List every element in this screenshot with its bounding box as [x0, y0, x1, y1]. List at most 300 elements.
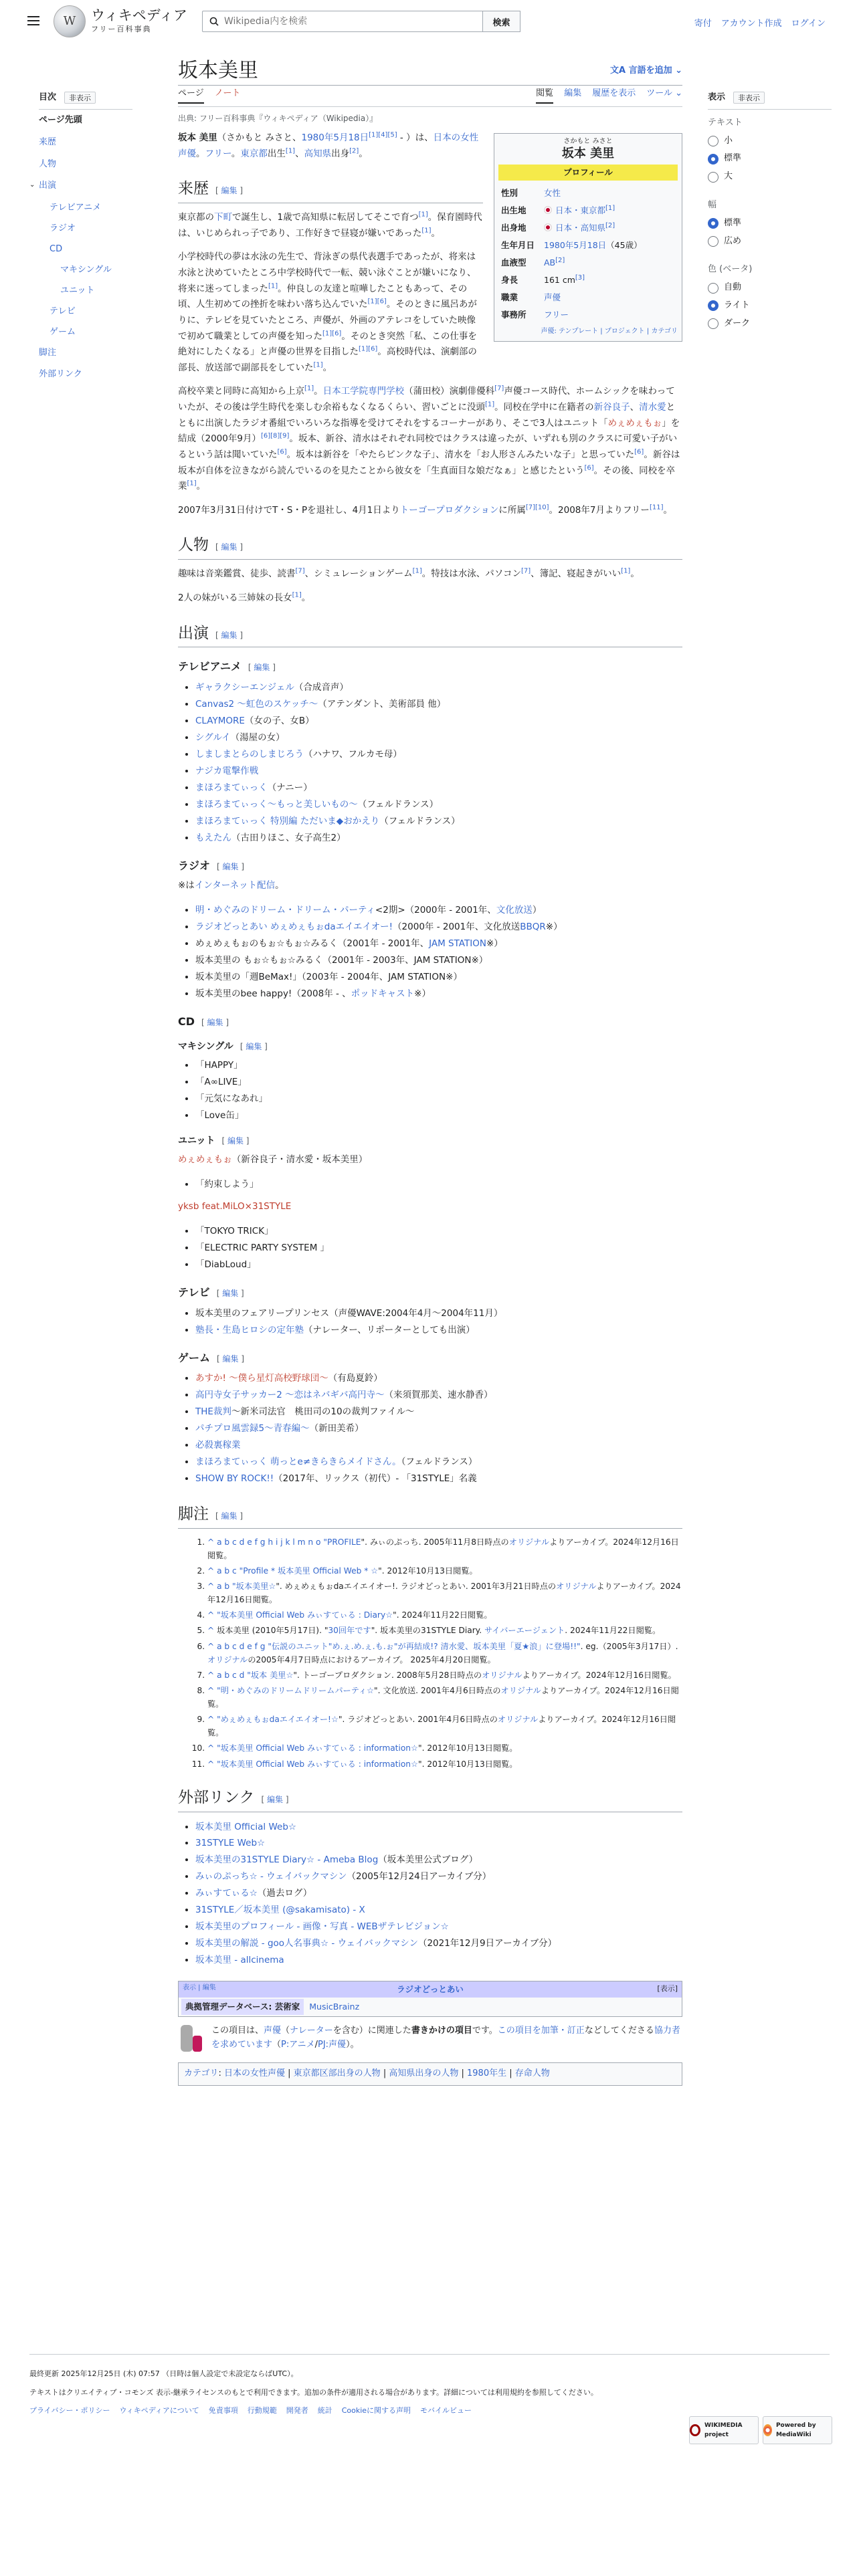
- text: の2005年4月7日時点におけるアーカイブ。 2025年4月20日閲覧。: [248, 1654, 496, 1665]
- donate-link[interactable]: 寄付: [694, 19, 712, 29]
- text: ". 文化放送. 2001年4月6日時点の: [374, 1685, 501, 1695]
- inline-link[interactable]: AB: [544, 257, 556, 267]
- inline-link[interactable]: パチプロ風雲録5〜青春編〜: [195, 1423, 310, 1434]
- radio-icon: [708, 172, 719, 183]
- edit-link[interactable]: 編集: [207, 1017, 223, 1027]
- inline-link[interactable]: 存命人物: [514, 2068, 550, 2079]
- inline-link[interactable]: 新谷良子: [593, 402, 630, 413]
- inline-link[interactable]: しましまとらのしまじろう: [195, 748, 304, 760]
- text: 高校卒業と同時に高知から上京: [178, 386, 304, 397]
- redlink[interactable]: ぇめぇもぉ: [616, 417, 662, 429]
- inline-link[interactable]: この項目を加筆・訂正: [497, 2026, 585, 2036]
- edit-section-link[interactable]: [ 編集 ]: [215, 542, 244, 552]
- footer-link[interactable]: Cookieに関する声明: [341, 2406, 411, 2416]
- tab-read[interactable]: 閲覧: [536, 87, 553, 104]
- inline-link[interactable]: ^: [207, 1715, 215, 1725]
- inline-link[interactable]: まほろまてぃっく 萌っとe≠きらきらメイドさん。: [195, 1456, 401, 1467]
- inline-link[interactable]: BBQR: [520, 921, 546, 932]
- inline-link[interactable]: "伝説のユニット"め.ぇ.め.ぇ.も.ぉ"が再結成!? 清水愛、坂本美里「夏★浪」に登場!!": [265, 1641, 581, 1651]
- citation-link[interactable]: [1]: [292, 591, 302, 599]
- citation-link[interactable]: [11]: [649, 504, 664, 512]
- inline-link[interactable]: 高円寺女子サッカー2 〜恋はネバギバ高円寺〜: [195, 1390, 385, 1401]
- edit-section-link[interactable]: [ 編集 ]: [215, 186, 244, 196]
- citation: [304, 385, 314, 393]
- chevron-down-icon[interactable]: ⌄: [29, 181, 35, 189]
- inline-link[interactable]: トーゴープロダクション: [399, 504, 499, 516]
- inline-link[interactable]: 高知県出身の人物: [389, 2068, 459, 2079]
- text: （ハナワ、フルカモ母）: [304, 748, 402, 760]
- inline-link[interactable]: オリジナル: [497, 1715, 539, 1725]
- text: 。仲良しの友達と喧嘩したこともあって、その頃、人生初めての挫折を味わい落ち込んでいた: [178, 283, 468, 310]
- text: 。: [196, 148, 205, 159]
- text-size-standard[interactable]: [708, 152, 832, 166]
- edit-link[interactable]: 編集: [221, 186, 237, 196]
- footer-link[interactable]: 開発者: [286, 2406, 308, 2416]
- toc-link[interactable]: 来歴: [39, 136, 57, 147]
- page-title: 坂本美里: [178, 56, 682, 86]
- main-menu-button[interactable]: [24, 12, 43, 29]
- text: 。: [275, 880, 284, 891]
- navbox-header: [179, 1981, 682, 1998]
- list-item: [195, 713, 682, 730]
- inline-link[interactable]: 塾長・生島ヒロシの定年塾: [195, 1324, 304, 1335]
- japan-flag-icon: [544, 206, 552, 214]
- infobox-template-links[interactable]: 声優: テンプレート | プロジェクト | カテゴリ: [541, 327, 678, 335]
- toc-item[interactable]: [29, 181, 132, 192]
- inline-link[interactable]: ポッドキャスト: [351, 988, 415, 999]
- navbox-view-edit[interactable]: 表示 | 編集: [183, 1984, 216, 1992]
- inline-link[interactable]: "PROFILE: [320, 1537, 361, 1547]
- edit-link[interactable]: 編集: [254, 663, 270, 673]
- citation-link[interactable]: [6][8][9]: [260, 432, 290, 440]
- wikimedia-badge[interactable]: [689, 2416, 759, 2444]
- inline-link[interactable]: 東京都区部出身の人物: [293, 2068, 381, 2079]
- subsection-title: ゲーム: [178, 1351, 211, 1364]
- inline-link[interactable]: ^ a b c d e f g: [207, 1641, 266, 1651]
- toc-link[interactable]: 脚注: [39, 347, 57, 358]
- inline-link[interactable]: シグルイ: [195, 732, 231, 743]
- navbox-title[interactable]: ラジオどっとあい: [397, 1984, 464, 1995]
- inline-link[interactable]: THE裁判: [195, 1406, 231, 1418]
- inline-link[interactable]: ギャラクシーエンジェル: [195, 681, 294, 693]
- toc-link[interactable]: ユニット: [60, 285, 95, 296]
- text: などしてくださる: [584, 2026, 654, 2036]
- login-link[interactable]: ログイン: [791, 19, 826, 29]
- citation-link[interactable]: [1][6]: [367, 298, 387, 306]
- edit-section-link[interactable]: [ 編集 ]: [217, 1354, 245, 1364]
- citation-link[interactable]: [1]: [418, 211, 428, 219]
- infobox-row: [498, 219, 678, 237]
- tab-history[interactable]: 履歴を表示: [592, 88, 636, 99]
- mediawiki-badge[interactable]: [763, 2416, 832, 2444]
- inline-link[interactable]: "坂本美里 Official Web みぃすてぃる : information☆: [214, 1743, 418, 1753]
- text: （蒲田校）演劇俳優科: [404, 386, 495, 397]
- edit-section-link[interactable]: [ 編集 ]: [216, 1289, 244, 1299]
- list-item: [207, 1741, 682, 1755]
- text: ". ラジオどっとあい. 2001年4月6日時点の: [338, 1715, 498, 1725]
- inline-link[interactable]: "坂本 美里☆: [244, 1670, 294, 1680]
- citation-link[interactable]: [7]: [295, 567, 305, 575]
- citation: [575, 274, 585, 281]
- inline-link[interactable]: 31STYLE／坂本美里 (@sakamisato) - X: [195, 1905, 365, 1916]
- edit-link[interactable]: 編集: [221, 630, 237, 640]
- edit-section-link[interactable]: [ 編集 ]: [217, 861, 245, 871]
- inline-link[interactable]: ^: [207, 1743, 215, 1753]
- citation-link[interactable]: [2]: [555, 256, 565, 264]
- section-title: 人物: [178, 536, 209, 554]
- list-item: [195, 1387, 682, 1404]
- citation-link[interactable]: [1]: [304, 385, 314, 393]
- inline-link[interactable]: 日本の女性声優: [178, 132, 479, 159]
- toc-link[interactable]: 出演: [39, 181, 57, 191]
- width-standard[interactable]: [708, 217, 832, 231]
- redlink[interactable]: め: [607, 417, 617, 429]
- inline-link[interactable]: 日本・高知県: [555, 222, 606, 233]
- list-item: [195, 1471, 682, 1487]
- list-item: [195, 936, 682, 952]
- color-dark[interactable]: [708, 317, 832, 331]
- inline-link[interactable]: ^ a b: [207, 1582, 230, 1592]
- text: （合成音声）: [294, 681, 349, 693]
- citation-link[interactable]: [1]: [285, 147, 296, 155]
- list-item: [195, 969, 682, 986]
- inline-link[interactable]: 声優: [264, 2026, 282, 2036]
- citation-link[interactable]: [1]: [412, 567, 422, 575]
- infobox-value: [541, 185, 678, 202]
- text: 。: [630, 568, 640, 580]
- list-item: [207, 1580, 682, 1606]
- inline-link[interactable]: ラジオどっとあい めぇめぇもぉdaエイエイオー!: [195, 921, 393, 932]
- citation-link[interactable]: [1]: [187, 479, 197, 488]
- edit-link[interactable]: 編集: [227, 1136, 244, 1146]
- inline-link[interactable]: 1980年5月18日: [544, 239, 607, 250]
- create-account-link[interactable]: アカウント作成: [721, 19, 782, 29]
- footer-link[interactable]: ウィキペディアについて: [119, 2406, 199, 2416]
- footer-link[interactable]: モバイルビュー: [420, 2406, 472, 2416]
- citation: [421, 227, 431, 234]
- edit-link[interactable]: 編集: [221, 542, 237, 552]
- appearance-hide-button[interactable]: 非表示: [733, 92, 765, 104]
- text: 161 cm: [544, 274, 575, 285]
- citation-link[interactable]: [6]: [584, 464, 594, 472]
- list-item: [195, 1835, 682, 1852]
- text-size-large[interactable]: [708, 170, 832, 184]
- citation-link[interactable]: [7]: [494, 385, 504, 393]
- inline-link[interactable]: オリジナル: [207, 1654, 248, 1665]
- edit-section-link[interactable]: [ 編集 ]: [215, 630, 244, 640]
- edit-section-link[interactable]: [ 編集 ]: [248, 663, 276, 673]
- toc-link[interactable]: CD: [50, 244, 63, 255]
- option-label: 自動: [724, 282, 742, 293]
- inline-link[interactable]: フリー: [544, 309, 569, 320]
- citation-link[interactable]: [2]: [605, 221, 615, 229]
- edit-link[interactable]: 編集: [267, 1794, 284, 1804]
- citation-link[interactable]: [6]: [277, 448, 287, 456]
- text: （新田美希）: [309, 1423, 364, 1434]
- unit2-list: [195, 1223, 682, 1273]
- citation-link[interactable]: [7][10]: [525, 504, 549, 512]
- inline-link[interactable]: 坂本美里の31STYLE Diary☆ - Ameba Blog: [195, 1854, 379, 1866]
- edit-link[interactable]: 編集: [221, 1511, 237, 1521]
- tab-tools[interactable]: [646, 87, 682, 104]
- inline-link[interactable]: "Profile * 坂本美里 Official Web * ☆: [236, 1566, 379, 1576]
- search-input[interactable]: [224, 16, 470, 27]
- inline-link[interactable]: PJ:声優: [318, 2040, 347, 2050]
- inline-link[interactable]: 明・めぐみのドリーム・ドリーム・パーティ: [195, 904, 375, 916]
- citation-link[interactable]: [6]: [634, 448, 644, 456]
- inline-link[interactable]: ^ a b c d: [207, 1670, 245, 1680]
- toc-item[interactable]: [39, 203, 132, 214]
- text: を含む）に関連した: [332, 2026, 411, 2036]
- toc-item[interactable]: [39, 223, 132, 235]
- inline-link[interactable]: まほろまてぃっく 特別編 ただいま◆おかえり: [195, 815, 380, 827]
- subsection-maxi: [178, 1039, 682, 1054]
- edit-link[interactable]: 編集: [222, 1354, 239, 1364]
- option-label: ライト: [724, 300, 750, 310]
- search-icon: [209, 17, 219, 26]
- inline-link[interactable]: CLAYMORE: [195, 715, 245, 726]
- citation-link[interactable]: [7]: [521, 567, 531, 575]
- text: 。: [231, 148, 241, 159]
- toc-item[interactable]: [39, 115, 132, 126]
- width-wide[interactable]: [708, 235, 832, 249]
- edit-link[interactable]: 編集: [222, 1289, 239, 1299]
- toc-link[interactable]: マキシングル: [60, 265, 112, 276]
- citation-link[interactable]: [3]: [575, 274, 585, 282]
- toc-item[interactable]: [39, 327, 132, 338]
- inline-link[interactable]: JAM STATION: [429, 938, 486, 949]
- toc-item[interactable]: [39, 159, 132, 171]
- search-button[interactable]: 検索: [483, 11, 520, 32]
- inline-link[interactable]: オリジナル: [508, 1537, 550, 1547]
- inline-link[interactable]: "坂本美里 Official Web みぃすてぃる : information☆: [214, 1759, 418, 1769]
- citation-link[interactable]: [1]: [268, 282, 278, 290]
- inline-link[interactable]: "坂本美里 Official Web みぃすてぃる : Diary☆: [214, 1610, 393, 1620]
- citation: [187, 480, 197, 488]
- inline-link[interactable]: 日本工学院専門学校: [322, 386, 405, 397]
- footer-link[interactable]: 行動規範: [247, 2406, 277, 2416]
- list-item: [195, 1902, 682, 1919]
- tab-talk[interactable]: ノート: [214, 88, 241, 99]
- list-item: [195, 1305, 682, 1322]
- inline-link[interactable]: 日本の女性声優: [224, 2068, 286, 2079]
- inline-link[interactable]: オリジナル: [482, 1670, 522, 1680]
- inline-link[interactable]: 坂本美里の解説 - goo人名事典☆ - ウェイバックマシン: [195, 1938, 418, 1949]
- inline-link[interactable]: みぃすてぃる☆: [195, 1888, 258, 1899]
- toc-item[interactable]: [39, 137, 132, 148]
- inline-link[interactable]: ^: [207, 1626, 215, 1636]
- toc-link[interactable]: 人物: [39, 158, 57, 169]
- inline-link[interactable]: "坂本美里☆: [229, 1582, 276, 1592]
- navbox-toggle[interactable]: [表示]: [657, 1984, 678, 1994]
- citation-link[interactable]: [1]: [605, 204, 615, 212]
- unit1-name-link[interactable]: めぇめぇもぉ: [178, 1154, 232, 1165]
- toc-link[interactable]: ラジオ: [50, 223, 76, 234]
- toc-link[interactable]: ゲーム: [50, 326, 76, 337]
- inline-link[interactable]: Canvas2 〜虹色のスケッチ〜: [195, 698, 318, 710]
- inline-link[interactable]: みぃのぷっち☆ - ウェイバックマシン: [195, 1871, 347, 1883]
- inline-link[interactable]: 坂本美里 Official Web☆: [195, 1821, 296, 1832]
- text-size-small[interactable]: [708, 134, 832, 148]
- inline-link[interactable]: もえたん: [195, 832, 231, 843]
- inline-link[interactable]: P:アニメ: [281, 2040, 315, 2050]
- list-item: • 「HAPPY」: [195, 1057, 682, 1074]
- list-item: [207, 1640, 682, 1667]
- text: |: [380, 2068, 389, 2079]
- inline-link[interactable]: 必殺裏稼業: [195, 1440, 241, 1451]
- inline-link[interactable]: 声優: [544, 292, 561, 302]
- list-item: [195, 1370, 682, 1387]
- tab-page[interactable]: ページ: [178, 87, 204, 104]
- stub-voice-actor-icon: [178, 2024, 205, 2053]
- inline-link[interactable]: 高知県: [304, 148, 332, 159]
- citation: [359, 346, 377, 353]
- radio-icon: [708, 318, 719, 329]
- list-item: [195, 813, 682, 830]
- inline-link[interactable]: サイバーエージェント: [484, 1626, 565, 1636]
- text: ※は: [178, 880, 195, 891]
- edit-section-link[interactable]: [ 編集 ]: [201, 1017, 229, 1027]
- citation-link[interactable]: [1][4][5]: [369, 131, 397, 139]
- unit2-name-link[interactable]: yksb feat.MiLO×31STYLE: [178, 1201, 292, 1212]
- footer-link[interactable]: プライバシー・ポリシー: [29, 2406, 110, 2416]
- inline-link[interactable]: ナジカ電撃作戦: [195, 765, 259, 776]
- infobox-row: [498, 185, 678, 202]
- toc-link[interactable]: 外部リンク: [39, 369, 82, 380]
- musicbrainz-link[interactable]: MusicBrainz: [309, 2002, 360, 2012]
- inline-link[interactable]: インターネット配信: [194, 880, 276, 891]
- site-logo[interactable]: [54, 5, 187, 37]
- inline-link[interactable]: フリー: [205, 148, 231, 159]
- toc-link[interactable]: テレビアニメ: [50, 203, 102, 213]
- anime-list: [195, 679, 682, 847]
- text: （さかもと みさと、: [217, 132, 302, 144]
- page-footer: [29, 2354, 830, 2438]
- toc-item[interactable]: [39, 348, 132, 359]
- text: ". みぃのぷっち. 2005年11月8日時点の: [361, 1537, 509, 1547]
- inline-link[interactable]: まほろまてぃっく〜もっと美しいもの〜: [195, 798, 358, 810]
- footer-link[interactable]: 統計: [317, 2406, 332, 2416]
- footer-link[interactable]: 免責事項: [208, 2406, 238, 2416]
- inline-link[interactable]: 30回年です: [328, 1626, 371, 1636]
- edit-link[interactable]: 編集: [222, 861, 239, 871]
- inline-link[interactable]: 31STYLE Web☆: [195, 1838, 266, 1849]
- citation-link[interactable]: [2]: [349, 147, 359, 155]
- citation-link[interactable]: [1]: [313, 361, 323, 369]
- text: ". 2012年10月13日閲覧。: [417, 1759, 518, 1769]
- toc-item[interactable]: [39, 286, 132, 297]
- citation-link[interactable]: [1]: [421, 227, 432, 235]
- color-auto[interactable]: [708, 281, 832, 295]
- tab-edit[interactable]: 編集: [564, 88, 582, 99]
- radio-note: [178, 878, 682, 894]
- add-language-button[interactable]: [610, 64, 682, 78]
- toc-link[interactable]: ページ先頭: [39, 114, 82, 125]
- list-item: [195, 1437, 682, 1454]
- citation-link[interactable]: [1][6]: [359, 345, 378, 353]
- toc-item[interactable]: [39, 369, 132, 381]
- inline-link[interactable]: 日本・東京都: [555, 205, 606, 215]
- inline-link[interactable]: まほろまてぃっく: [195, 782, 268, 793]
- subsection-radio: [178, 857, 682, 875]
- inline-link[interactable]: 女性: [544, 187, 561, 198]
- toc-item[interactable]: [39, 265, 132, 276]
- toc-item[interactable]: [39, 306, 132, 318]
- citation: [585, 464, 594, 471]
- edit-section-link[interactable]: [ 編集 ]: [215, 1511, 244, 1521]
- text: 。新谷は坂本が自体を泣きながら読んでいるのを見たことから彼女を「生真面目な娘だなぁ」と感じたという: [178, 449, 680, 476]
- inline-link[interactable]: 東京都: [240, 148, 268, 159]
- toc-link[interactable]: テレビ: [50, 306, 76, 316]
- text: 。: [431, 227, 441, 239]
- text: 小学校時代の夢は水泳の先生で、背泳ぎの県代表選手であったが、将来は水泳と決めていたところ中学校時代で一転、競い泳ぐことが嫌いになり、将来に迷ってしまった: [178, 251, 476, 294]
- inline-link[interactable]: "明・めぐみのドリームドリームパーティ☆: [214, 1685, 375, 1695]
- subsection-unit: [178, 1134, 682, 1148]
- citation: [634, 448, 644, 455]
- subsection-title: テレビアニメ: [178, 660, 242, 673]
- inline-link[interactable]: カテゴリ: [184, 2068, 219, 2079]
- inline-link[interactable]: "めぇめぇもぉdaエイエイオー!☆: [214, 1715, 339, 1725]
- toc-item[interactable]: [39, 244, 132, 255]
- citation-link[interactable]: [1]: [485, 401, 495, 409]
- infobox-ruby: さかもと みさと: [563, 138, 613, 146]
- text: |: [285, 2068, 294, 2079]
- list-item: [195, 1935, 682, 1952]
- inline-link[interactable]: 清水愛: [639, 402, 666, 413]
- inline-link[interactable]: ^: [207, 1685, 215, 1695]
- inline-link[interactable]: ナレーター: [290, 2026, 333, 2036]
- citation-link[interactable]: [1]: [621, 567, 631, 575]
- text: （フェルドランス）: [357, 798, 439, 810]
- inline-link[interactable]: ^ a b c: [207, 1566, 237, 1576]
- inline-link[interactable]: 文化放送: [496, 904, 533, 916]
- text: :: [218, 2068, 224, 2079]
- unit1-list: [195, 1176, 682, 1193]
- inline-link[interactable]: ^: [207, 1759, 215, 1769]
- text: 。坂本、新谷、清水はそれぞれ同校ではクラスは違ったが、いずれも別のクラスに可愛い子がいるという話は聞いていた: [178, 433, 678, 460]
- toc-hide-button[interactable]: 非表示: [64, 92, 96, 104]
- text: |: [458, 2068, 468, 2079]
- inline-link[interactable]: ^ a b c d e f g h i j k l m n o: [207, 1537, 321, 1547]
- inline-link[interactable]: SHOW BY ROCK!!: [195, 1473, 274, 1484]
- citation: [292, 591, 302, 599]
- inline-link[interactable]: 1980年生: [467, 2068, 507, 2079]
- citation-link[interactable]: [1][6]: [322, 330, 342, 338]
- inline-link[interactable]: オリジナル: [556, 1582, 597, 1592]
- edit-section-link[interactable]: [ 編集 ]: [221, 1136, 250, 1146]
- edit-link[interactable]: 編集: [246, 1042, 262, 1052]
- inline-link[interactable]: 坂本美里のプロフィール - 画像・写真 - WEBザテレビジョン☆: [195, 1921, 449, 1933]
- subsection-title: テレビ: [178, 1286, 210, 1299]
- inline-link[interactable]: オリジナル: [500, 1685, 541, 1695]
- inline-link[interactable]: 協力者を求めています: [211, 2026, 680, 2050]
- text: （: [281, 2026, 290, 2036]
- inline-link[interactable]: ^: [207, 1610, 215, 1620]
- text: . eg.（2005年3月17日）.: [580, 1641, 678, 1651]
- edit-section-link[interactable]: [ 編集 ]: [261, 1794, 289, 1804]
- infobox-row: [498, 202, 678, 219]
- inline-link[interactable]: 下町: [214, 212, 232, 223]
- text: で誕生し、1歳で高知県に転居してそこで育つ: [232, 212, 419, 223]
- color-light[interactable]: [708, 299, 832, 313]
- inline-link[interactable]: 坂本美里 - allcinema: [195, 1955, 284, 1966]
- text: よりアーカイブ。2024年12月16日閲覧。: [207, 1582, 681, 1605]
- inline-link[interactable]: 1980年5月18日: [301, 132, 369, 144]
- list-item: [207, 1564, 682, 1578]
- redlink[interactable]: あすか! 〜僕ら星灯高校野球団〜: [195, 1373, 328, 1384]
- text: 。その後、同校を卒業: [178, 465, 676, 492]
- edit-section-link[interactable]: [ 編集 ]: [240, 1042, 268, 1052]
